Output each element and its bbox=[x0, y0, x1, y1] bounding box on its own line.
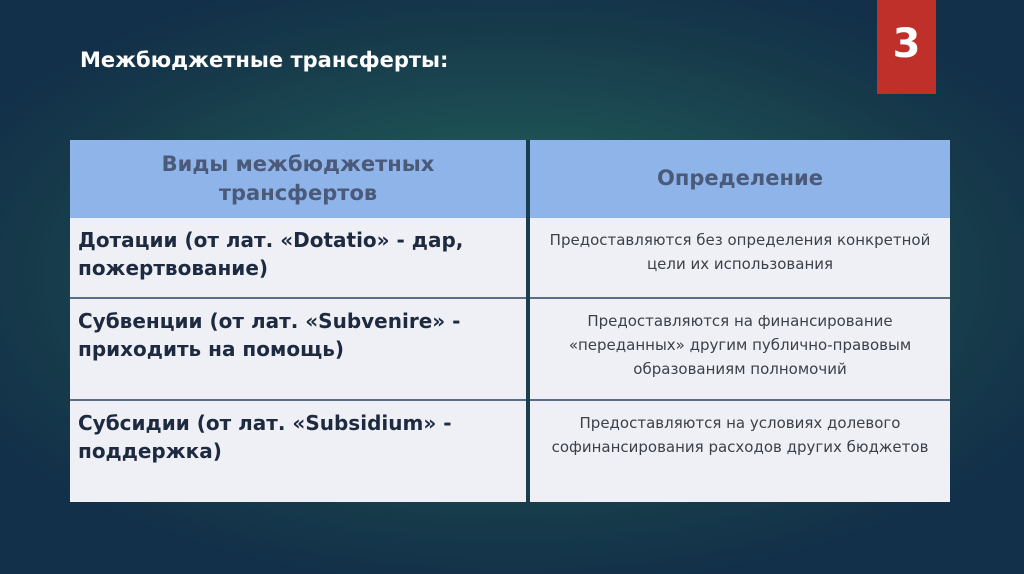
transfers-table bbox=[70, 140, 950, 502]
slide-number-badge: 3 bbox=[877, 0, 936, 94]
term-text: Субсидии (от лат. «Subsidium» - поддержка) bbox=[78, 411, 452, 463]
definition-text: Предоставляются без определения конкретной цели их использования bbox=[549, 231, 931, 273]
table-row-definition bbox=[530, 299, 950, 400]
table-row-definition bbox=[530, 218, 950, 298]
table-row-term bbox=[70, 401, 526, 502]
table-row-term bbox=[70, 299, 526, 400]
term-text: Субвенции (от лат. «Subvenire» - приходить на помощь) bbox=[78, 309, 461, 361]
header-definition: Определение bbox=[530, 140, 950, 218]
slide-title: Межбюджетные трансферты: bbox=[80, 48, 449, 72]
definition-text: Предоставляются на финансирование «переданных» другим публично-правовым образованиям полномочий bbox=[568, 312, 912, 378]
table-row-term bbox=[70, 218, 526, 298]
header-types bbox=[70, 140, 526, 218]
definition-text: Предоставляются на условиях долевого софинансирования расходов других бюджетов bbox=[551, 414, 929, 456]
column-types bbox=[70, 140, 526, 502]
table-row-definition bbox=[530, 401, 950, 502]
term-text: Дотации (от лат. «Dotatio» - дар, пожертвование) bbox=[78, 228, 464, 280]
header-types-label: Виды межбюджетных трансфертов bbox=[161, 151, 435, 205]
column-definitions bbox=[530, 140, 950, 502]
